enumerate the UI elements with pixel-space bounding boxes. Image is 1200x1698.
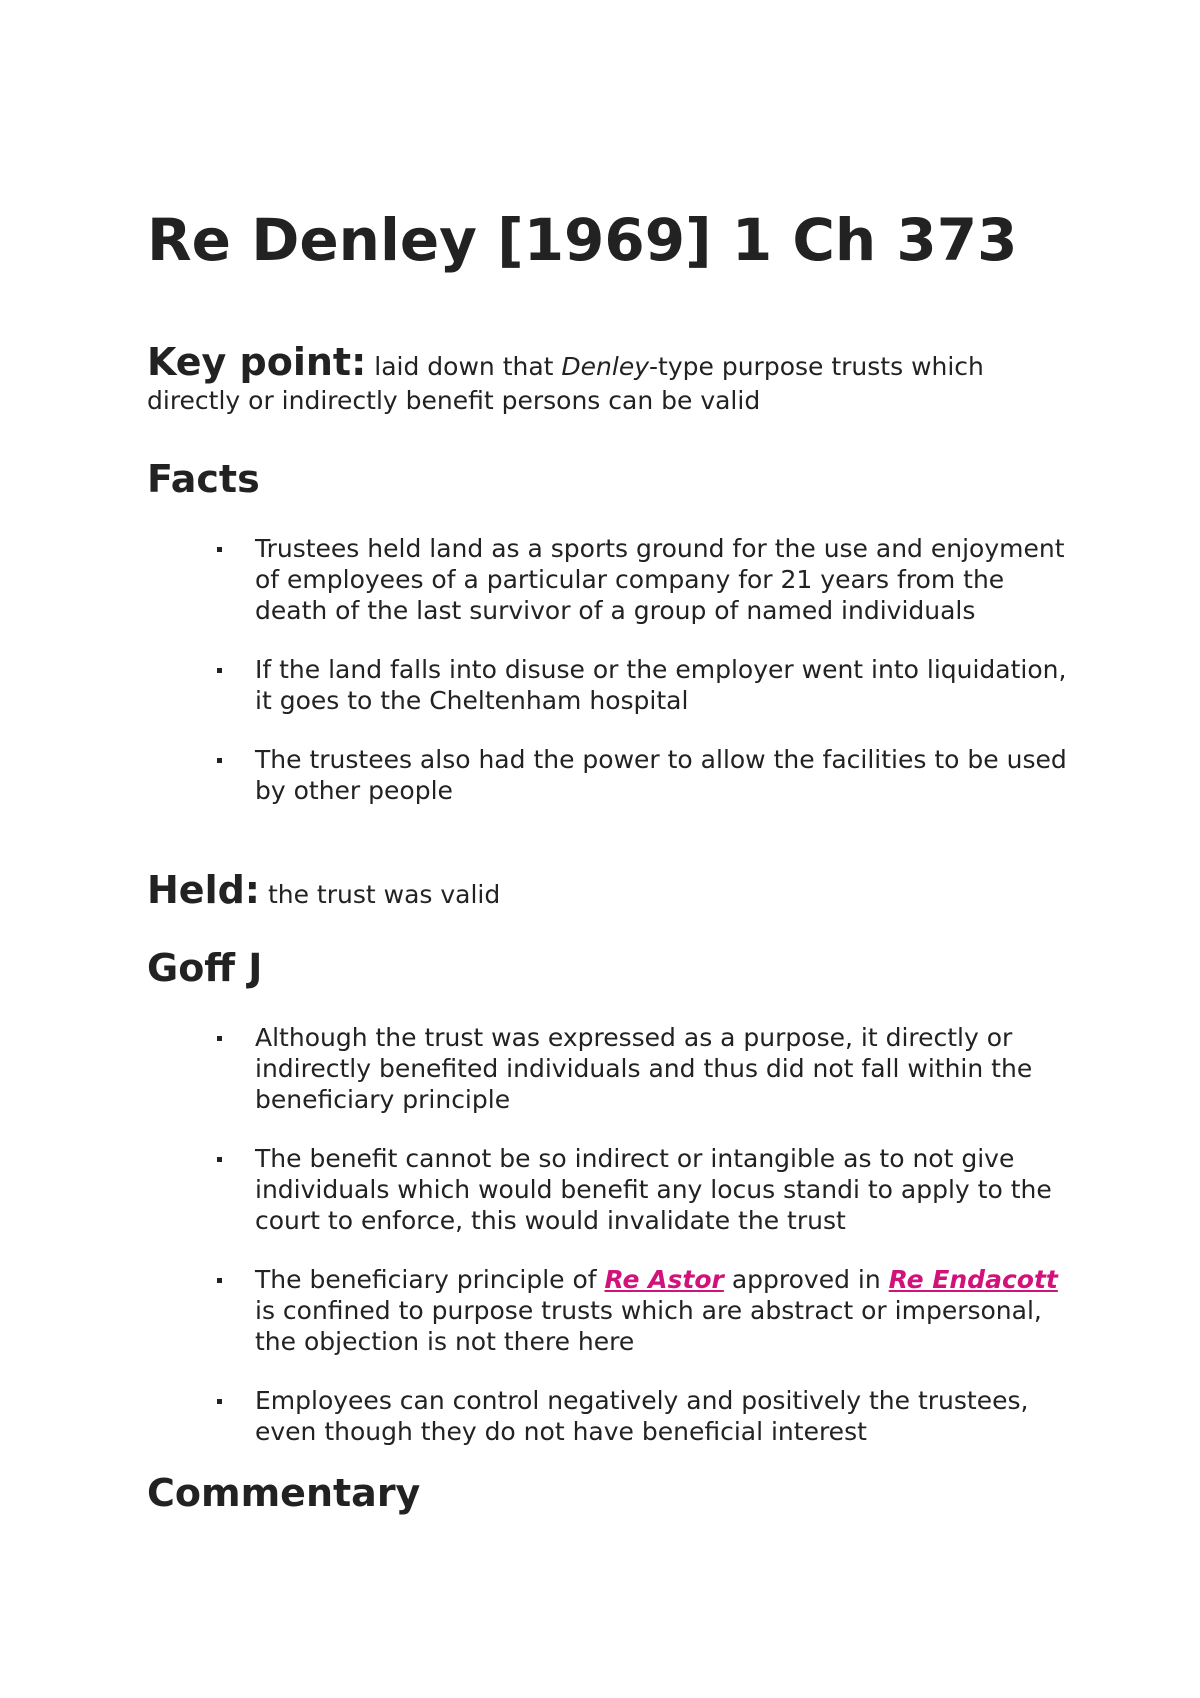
list-item-text: Trustees held land as a sports ground for the use and enjoyment of employees of a particular company for 21 years from the death of the last survivor of a group of named individuals	[255, 534, 1065, 625]
list-item	[147, 1143, 1067, 1236]
list-item	[147, 654, 1067, 716]
page-title: Re Denley [1969] 1 Ch 373	[147, 206, 1018, 274]
facts-heading: Facts	[147, 457, 260, 501]
key-point-paragraph	[147, 340, 1067, 418]
list-item	[147, 1385, 1067, 1447]
commentary-heading: Commentary	[147, 1471, 421, 1515]
facts-list	[147, 533, 1067, 834]
list-item-text: The beneficiary principle of Re Astor approved in Re Endacott is confined to purpose trusts which are abstract or impersonal, the objection is not there here	[255, 1265, 1058, 1356]
list-item	[147, 1264, 1067, 1357]
held-text: the trust was valid	[260, 880, 501, 909]
bullet-icon	[217, 1399, 222, 1404]
list-item	[147, 1022, 1067, 1115]
list-item-text: Although the trust was expressed as a purpose, it directly or indirectly benefited individuals and thus did not fall within the beneficiary principle	[255, 1023, 1033, 1114]
key-point-text-after: -type purpose trusts which directly or indirectly benefit persons can be valid	[147, 352, 984, 415]
key-point-italic: Denley	[561, 352, 650, 381]
key-point-text-before: laid down that	[366, 352, 562, 381]
list-item-text: If the land falls into disuse or the employer went into liquidation, it goes to the Cheltenham hospital	[255, 655, 1067, 715]
bullet-icon	[217, 547, 222, 552]
bullet-icon	[217, 758, 222, 763]
bullet-icon	[217, 668, 222, 673]
list-item	[147, 744, 1067, 806]
goff-list	[147, 1022, 1067, 1475]
held-label: Held:	[147, 868, 260, 912]
key-point-label: Key point:	[147, 340, 367, 384]
re-endacott-link[interactable]: Re Endacott	[888, 1265, 1058, 1294]
bullet-icon	[217, 1278, 222, 1283]
held-heading	[147, 867, 500, 918]
goff-heading: Goff J	[147, 946, 263, 990]
bullet-icon	[217, 1157, 222, 1162]
list-item	[147, 533, 1067, 626]
list-item-text: Employees can control negatively and positively the trustees, even though they do not have beneficial interest	[255, 1386, 1029, 1446]
list-item-text: The trustees also had the power to allow the facilities to be used by other people	[255, 745, 1067, 805]
list-item-text: The benefit cannot be so indirect or intangible as to not give individuals which would benefit any locus standi to apply to the court to enforce, this would invalidate the trust	[255, 1144, 1052, 1235]
re-astor-link[interactable]: Re Astor	[604, 1265, 724, 1294]
bullet-icon	[217, 1036, 222, 1041]
